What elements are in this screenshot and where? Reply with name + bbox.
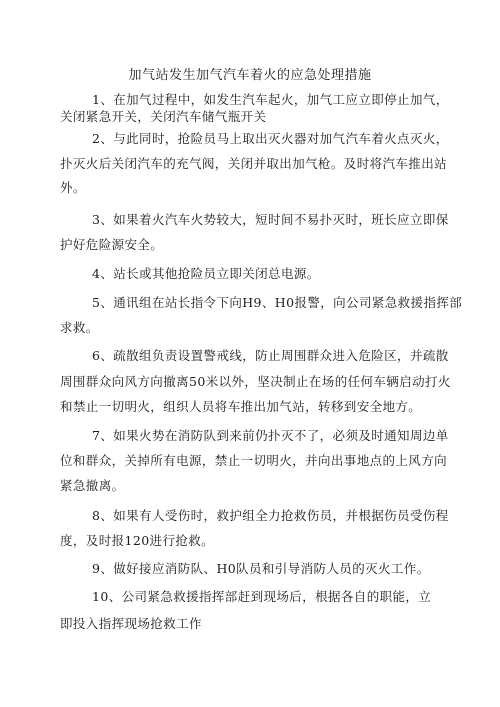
paragraph-7-line-3: 紧急撤离。 [60,478,125,493]
paragraph-6-line-1: 6、疏散组负责设置警戒线，防止周围群众进入危险区，并疏散 [92,348,449,363]
paragraph-7-line-1: 7、如果火势在消防队到来前仍扑灭不了，必须及时通知周边单 [92,428,449,443]
document-title: 加气站发生加气汽车着火的应急处理措施 [128,68,372,83]
paragraph-1-line-1: 1、在加气过程中，如发生汽车起火，加气工应立即停止加气， [92,92,449,107]
paragraph-2-line-1: 2、与此同时，抢险员马上取出灭火器对加气汽车着火点灭火， [92,131,449,146]
paragraph-3-line-2: 护好危险源安全。 [60,237,164,252]
paragraph-10-line-1: 10、公司紧急救援指挥部赶到现场后，根据各自的职能，立 [92,589,432,604]
paragraph-5-line-2: 求救。 [60,320,99,335]
paragraph-1-line-2: 关闭紧急开关，关闭汽车储气瓶开关 [60,109,267,124]
paragraph-3-line-1: 3、如果着火汽车火势较大，短时间不易扑灭时，班长应立即保 [92,212,449,227]
paragraph-8-line-1: 8、如果有人受伤时，救护组全力抢救伤员，并根据伤员受伤程 [92,508,449,523]
paragraph-2-line-3: 外。 [60,180,86,195]
paragraph-9-line-1: 9、做好接应消防队、H0队员和引导消防人员的灭火工作。 [92,561,430,576]
paragraph-8-line-2: 度，及时报120进行抢救。 [60,533,215,548]
paragraph-7-line-2: 位和群众，关掉所有电源，禁止一切明火，并向出事地点的上风方向 [60,453,448,468]
paragraph-10-line-2: 即投入指挥现场抢救工作 [60,616,202,631]
paragraph-2-line-2: 扑灭火后关闭汽车的充气阀，关闭并取出加气枪。及时将汽车推出站 [60,156,448,171]
paragraph-5-line-1: 5、通讯组在站长指令下向H9、H0报警，向公司紧急救援指挥部 [92,295,463,310]
paragraph-6-line-2: 周围群众向风方向撤离50米以外，坚决制止在场的任何车辆启动打火 [60,374,451,389]
paragraph-4-line-1: 4、站长或其他抢险员立即关闭总电源。 [92,266,320,281]
paragraph-6-line-3: 和禁止一切明火，组织人员将车推出加气站，转移到安全地方。 [60,399,422,414]
